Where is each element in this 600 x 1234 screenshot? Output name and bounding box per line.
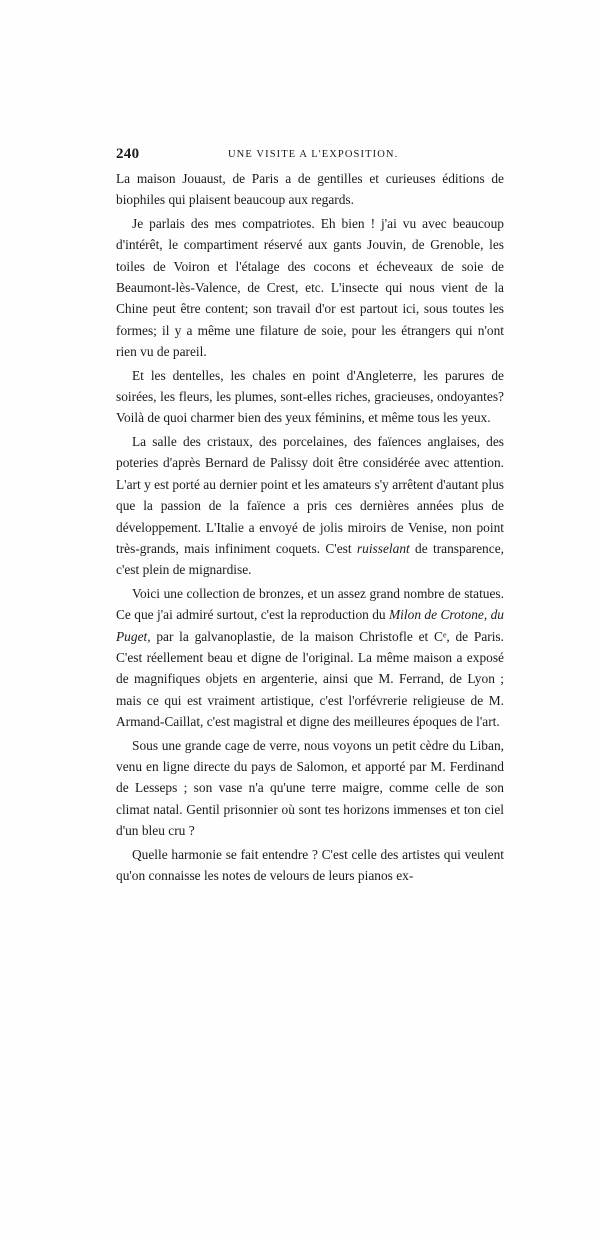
paragraph-4-text-after: de transparence, c'est plein de mignardise. xyxy=(116,540,504,578)
paragraph-4 xyxy=(116,431,504,581)
page-number: 240 xyxy=(116,146,140,162)
running-title: UNE VISITE A L'EXPOSITION. xyxy=(228,149,399,160)
paragraph-5-text-after: , par la galvanoplastie, de la maison Christofle et Cᵉ, de Paris. C'est réellement beau et digne de l'original. La même maison a exposé de magnifiques objets en argenterie, ainsi que M. Ferrand, de Lyon ; mais ce qui est vraiment artistique, c'est l'orfévrerie religieuse de M. Armand-Caillat, c'est magistral et digne des meilleures époques de l'art. xyxy=(116,628,504,730)
paragraph-6: Sous une grande cage de verre, nous voyons un petit cèdre du Liban, venu en ligne directe du pays de Salomon, et apporté par M. Ferdinand de Lesseps ; son vase n'a qu'une terre maigre, comme celle de son climat natal. Gentil prisonnier où sont tes horizons immenses et ton ciel d'un bleu cru ? xyxy=(116,737,504,839)
paragraph-2: Je parlais des mes compatriotes. Eh bien ! j'ai vu avec beaucoup d'intérêt, le compartiment réservé aux gants Jouvin, de Grenoble, les toiles de Voiron et l'étalage des cocons et écheveaux de soie de Beaumont-lès-Valence, de Crest, etc. L'insecte qui nous vient de la Chine peut être content; son travail d'or est partout ici, sous toutes les formes; il y a même une filature de soie, pour les étrangers qui n'ont rien vu de pareil. xyxy=(116,215,504,360)
book-page xyxy=(116,146,504,886)
paragraph-5-text-before: Voici une collection de bronzes, et un assez grand nombre de statues. Ce que j'ai admiré surtout, c'est la reproduction du xyxy=(116,585,504,623)
paragraph-7: Quelle harmonie se fait entendre ? C'est celle des artistes qui veulent qu'on connaisse les notes de velours de leurs pianos ex- xyxy=(116,846,504,883)
paragraph-5-italic: Milon de Crotone, du Puget xyxy=(116,607,504,644)
paragraph-4-text-before: La salle des cristaux, des porcelaines, des faïences anglaises, des poteries d'après Bernard de Palissy doit être considérée avec attention. L'art y est porté au dernier point et les amateurs s'y arrêtent d'autant plus que la passion de la faïence a pris ces dernières années plus de développement. L'Italie a envoyé de jolis miroirs de Venise, non point très-grands, mais infiniment coquets. C'est xyxy=(116,433,504,556)
paragraph-4-italic: ruisselant xyxy=(356,540,410,556)
paragraph-1: La maison Jouaust, de Paris a de gentilles et curieuses éditions de biophiles qui plaisent beaucoup aux regards. xyxy=(116,171,504,208)
paragraph-3: Et les dentelles, les chales en point d'Angleterre, les parures de soirées, les fleurs, les plumes, sont-elles riches, gracieuses, ondoyantes? Voilà de quoi charmer bien des yeux féminins, et même tous les yeux. xyxy=(116,367,504,426)
body-text xyxy=(116,168,504,886)
paragraph-5 xyxy=(116,583,504,733)
page-header xyxy=(116,146,504,166)
